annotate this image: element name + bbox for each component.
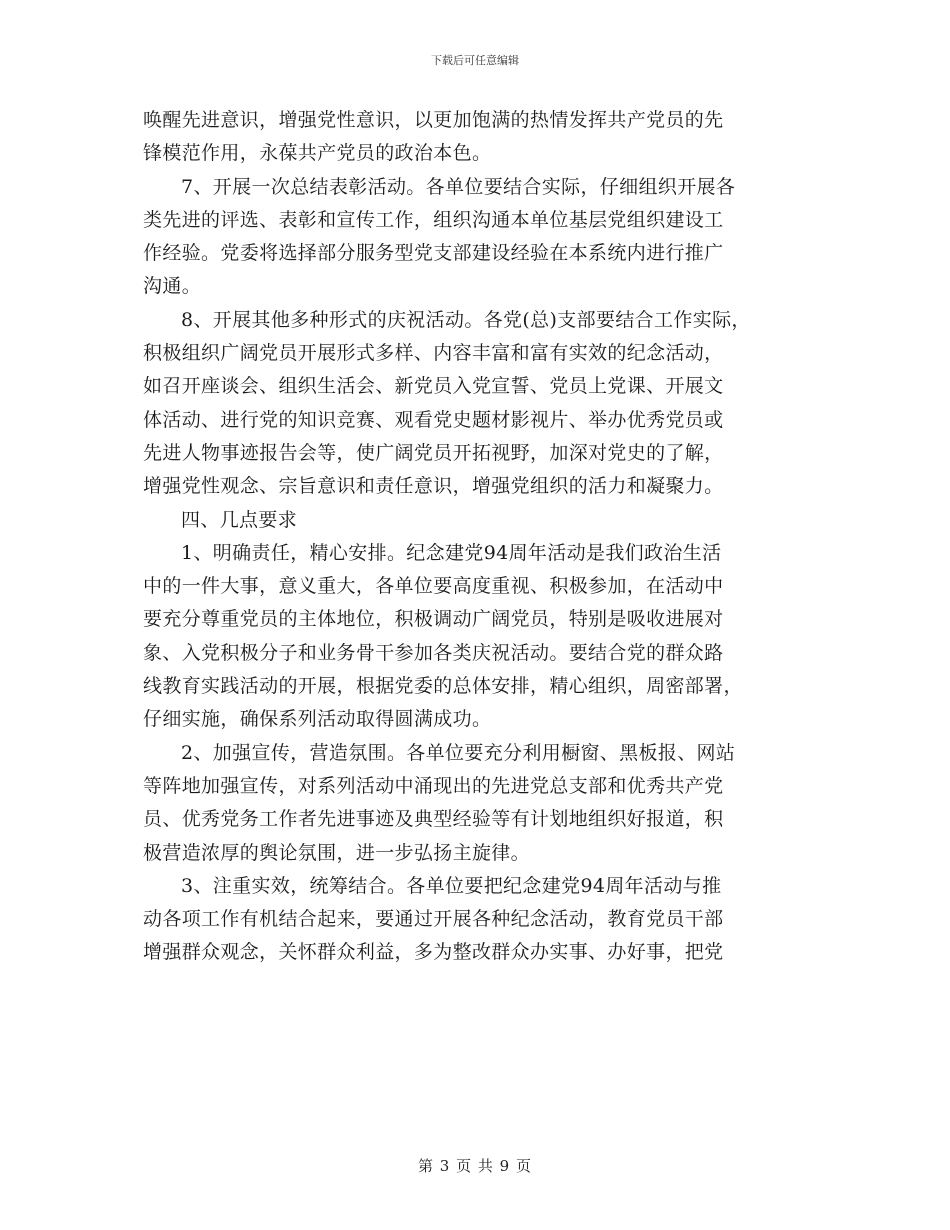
text-line: 员、优秀党务工作者先进事迹及典型经验等有计划地组织好报道，积 <box>143 808 724 831</box>
text-line: 8、开展其他多种形式的庆祝活动。各党(总)支部要结合工作实际， <box>181 308 751 331</box>
text-line: 动各项工作有机结合起来，要通过开展各种纪念活动，教育党员干部 <box>143 908 724 931</box>
text-line: 中的一件大事，意义重大，各单位要高度重视、积极参加，在活动中 <box>143 575 724 598</box>
text-line: 增强党性观念、宗旨意识和责任意识，增强党组织的活力和凝聚力。 <box>143 475 724 498</box>
text-line: 积极组织广阔党员开展形式多样、内容丰富和富有实效的纪念活动， <box>143 342 724 365</box>
text-line: 唤醒先进意识，增强党性意识，以更加饱满的热情发挥共产党员的先 <box>143 109 724 131</box>
text-line: 仔细实施，确保系列活动取得圆满成功。 <box>143 708 492 731</box>
text-line: 2、加强宣传，营造氛围。各单位要充分利用橱窗、黑板报、网站 <box>181 741 736 764</box>
text-line: 类先进的评选、表彰和宣传工作，组织沟通本单位基层党组织建设工 <box>143 208 724 231</box>
text-line: 7、开展一次总结表彰活动。各单位要结合实际，仔细组织开展各 <box>181 175 736 198</box>
text-line: 作经验。党委将选择部分服务型党支部建设经验在本系统内进行推广 <box>143 242 724 265</box>
document-body <box>143 104 823 970</box>
text-line: 先进人物事迹报告会等，使广阔党员开拓视野，加深对党史的了解， <box>143 441 724 464</box>
text-line: 3、注重实效，统筹结合。各单位要把纪念建党94周年活动与推 <box>181 874 722 897</box>
page-header: 下载后可任意编辑 <box>431 54 519 67</box>
text-line: 锋模范作用，永葆共产党员的政治本色。 <box>143 142 492 165</box>
text-line: 极营造浓厚的舆论氛围，进一步弘扬主旋律。 <box>143 841 531 864</box>
text-line: 等阵地加强宣传，对系列活动中涌现出的先进党总支部和优秀共产党 <box>143 774 724 797</box>
text-line: 1、明确责任，精心安排。纪念建党94周年活动是我们政治生活 <box>181 541 722 564</box>
text-line: 增强群众观念，关怀群众利益，多为整改群众办实事、办好事，把党 <box>143 941 724 964</box>
text-line: 如召开座谈会、组织生活会、新党员入党宣誓、党员上党课、开展文 <box>143 375 724 398</box>
text-line: 象、入党积极分子和业务骨干参加各类庆祝活动。要结合党的群众路 <box>143 641 724 664</box>
text-line: 要充分尊重党员的主体地位，积极调动广阔党员，特别是吸收进展对 <box>143 608 724 631</box>
text-line: 线教育实践活动的开展，根据党委的总体安排，精心组织，周密部署， <box>143 675 743 698</box>
text-line: 四、几点要求 <box>181 508 298 531</box>
text-line: 沟通。 <box>143 275 202 298</box>
text-line: 体活动、进行党的知识竞赛、观看党史题材影视片、举办优秀党员或 <box>143 408 724 431</box>
page-footer: 第 3 页 共 9 页 <box>418 1157 532 1175</box>
